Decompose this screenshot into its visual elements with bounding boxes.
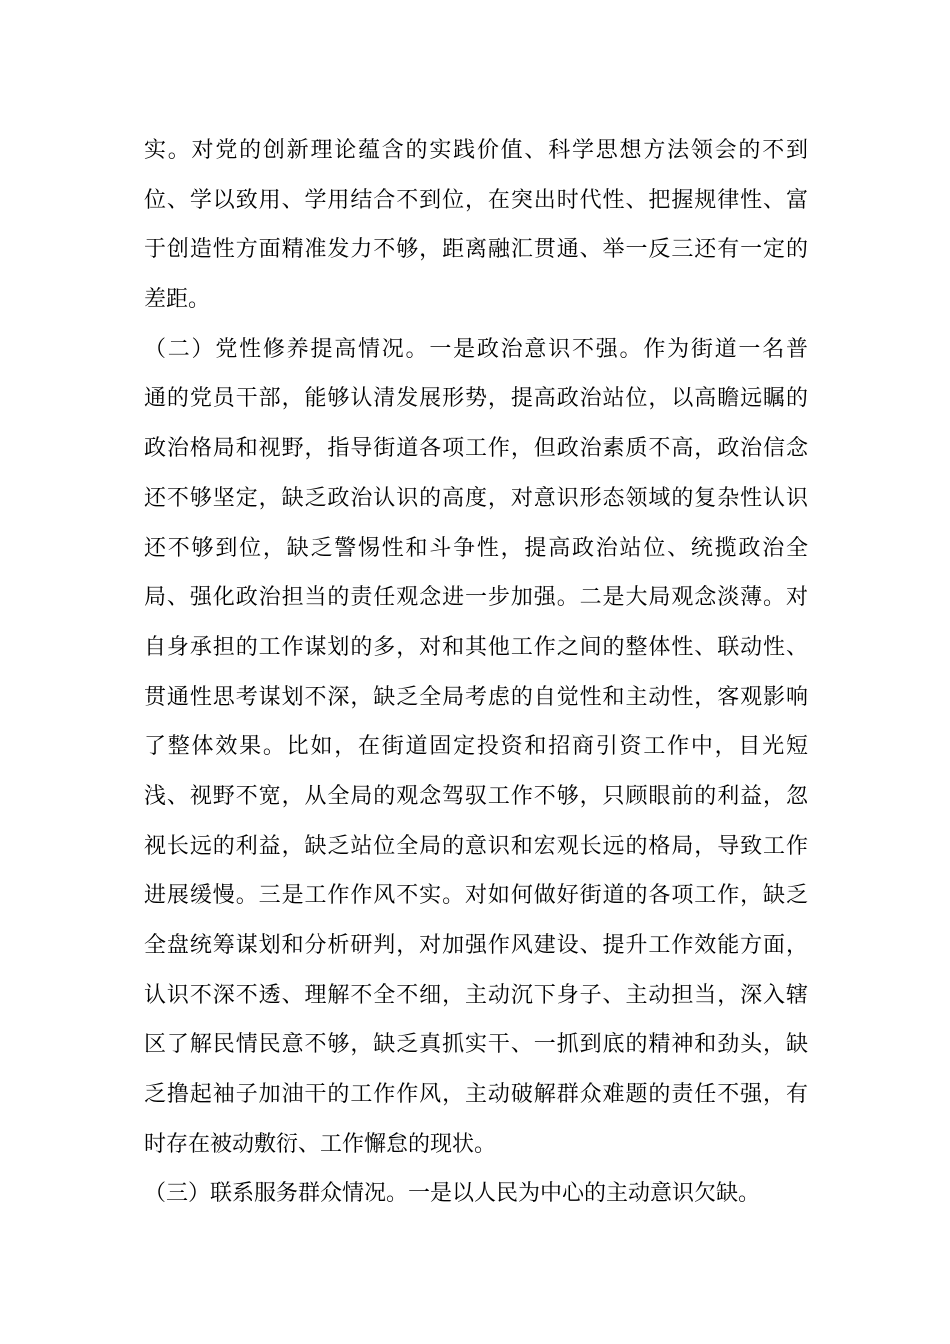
- text-line: 实。对党的创新理论蕴含的实践价值、科学思想方法领会的不到: [144, 138, 808, 163]
- document-body: [144, 126, 808, 1219]
- text-line: 通的党员干部，能够认清发展形势，提高政治站位，以高瞻远瞩的: [144, 386, 808, 412]
- text-line: 了整体效果。比如，在街道固定投资和招商引资工作中，目光短: [144, 734, 808, 760]
- text-line: 位、学以致用、学用结合不到位，在突出时代性、把握规律性、富: [144, 187, 808, 213]
- text-line: 自身承担的工作谋划的多，对和其他工作之间的整体性、联动性、: [144, 634, 808, 660]
- text-line: 还不够到位，缺乏警惕性和斗争性，提高政治站位、统揽政治全: [144, 535, 808, 561]
- text-line: 时存在被动敷衍、工作懈怠的现状。: [144, 1131, 497, 1157]
- text-line: 视长远的利益，缺乏站位全局的意识和宏观长远的格局，导致工作: [144, 833, 808, 859]
- text-line: （三）联系服务群众情况。一是以人民为中心的主动意识欠缺。: [144, 1181, 761, 1207]
- paragraph: [144, 325, 808, 1170]
- text-line: 还不够坚定，缺乏政治认识的高度，对意识形态领域的复杂性认识: [144, 485, 808, 511]
- text-line: 进展缓慢。三是工作作风不实。对如何做好街道的各项工作，缺乏: [144, 883, 808, 909]
- text-line: 局、强化政治担当的责任观念进一步加强。二是大局观念淡薄。对: [144, 585, 808, 611]
- text-line: 差距。: [144, 287, 211, 313]
- paragraph: [144, 1169, 808, 1219]
- text-line: 于创造性方面精准发力不够，距离融汇贯通、举一反三还有一定的: [144, 237, 808, 263]
- text-line: 浅、视野不宽，从全局的观念驾驭工作不够，只顾眼前的利益，忽: [144, 783, 808, 809]
- text-line: 全盘统筹谋划和分析研判，对加强作风建设、提升工作效能方面，: [144, 933, 808, 958]
- text-line: （二）党性修养提高情况。一是政治意识不强。作为街道一名普: [144, 336, 808, 362]
- text-line: 乏撸起袖子加油干的工作作风，主动破解群众难题的责任不强，有: [144, 1082, 808, 1108]
- paragraph: [144, 126, 808, 325]
- text-line: 区了解民情民意不够，缺乏真抓实干、一抓到底的精神和劲头，缺: [144, 1032, 808, 1058]
- text-line: 认识不深不透、理解不全不细，主动沉下身子、主动担当，深入辖: [144, 982, 808, 1008]
- text-line: 贯通性思考谋划不深，缺乏全局考虑的自觉性和主动性，客观影响: [144, 684, 808, 710]
- text-line: 政治格局和视野，指导街道各项工作，但政治素质不高，政治信念: [144, 436, 808, 462]
